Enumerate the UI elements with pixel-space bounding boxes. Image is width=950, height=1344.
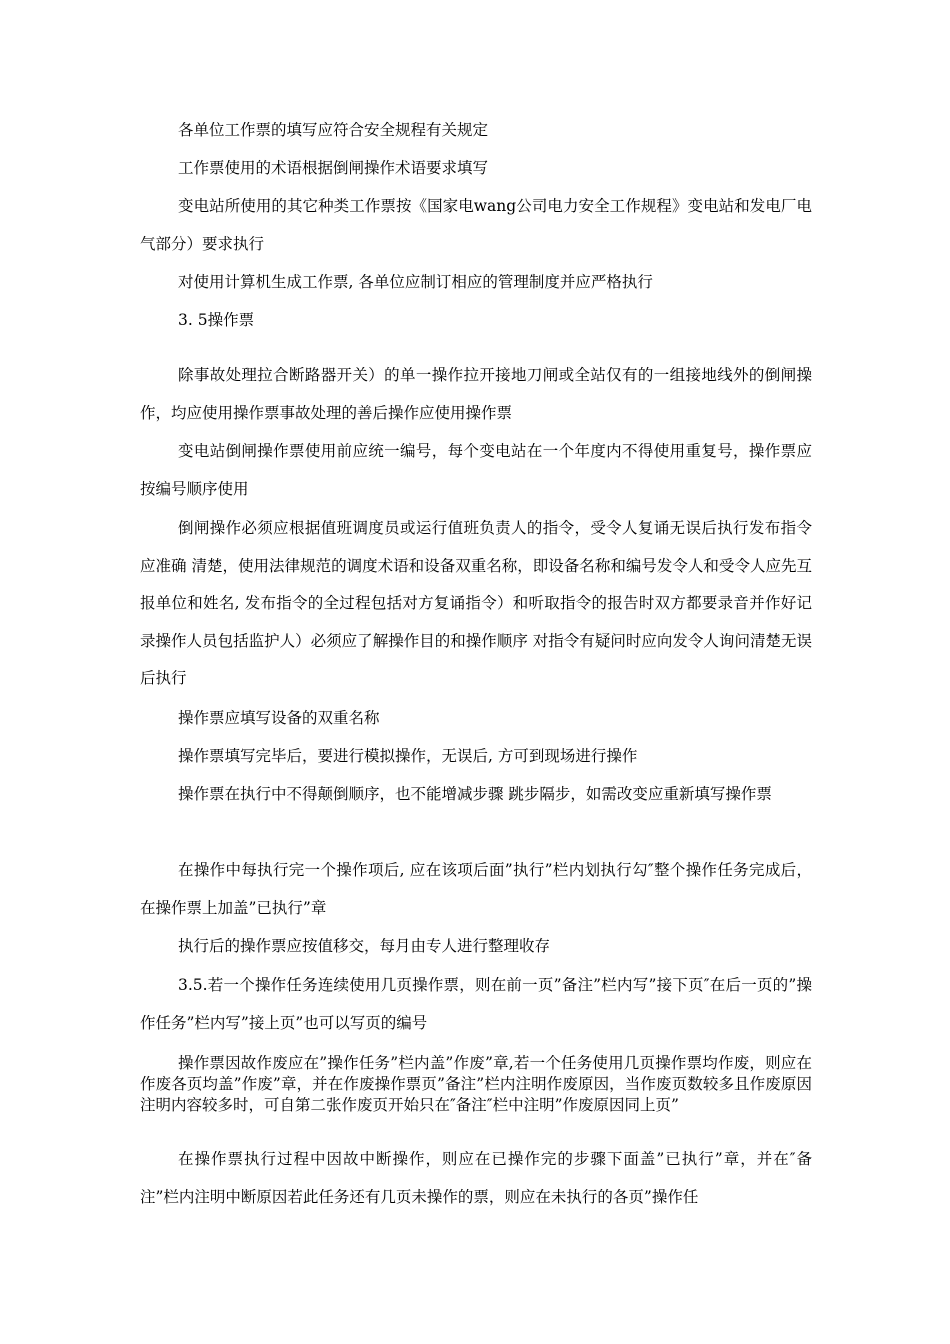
paragraph: 操作票应填写设备的双重名称 (178, 709, 380, 727)
paragraph: 工作票使用的术语根据倒闸操作术语要求填写 (178, 159, 489, 177)
paragraph: 操作票在执行中不得颠倒顺序，也不能增减步骤 跳步隔步，如需改变应重新填写操作票 (178, 785, 772, 803)
paragraph: 除事故处理拉合断路器开关）的单一操作拉开接地刀闸或全站仅有的一组接地线外的倒闸操作，均应使用操作票事故处理的善后操作应使用操作票 (140, 366, 812, 422)
paragraph: 在操作票执行过程中因故中断操作，则应在已操作完的步骤下面盖”已执行”章，并在″备注”栏内注明中断原因若此任务还有几页未操作的票，则应在未执行的各页”操作任 (140, 1150, 812, 1206)
paragraph: 在操作中每执行完一个操作项后, 应在该项后面”执行”栏内划执行勾″整个操作任务完成后，在操作票上加盖”已执行”章 (140, 861, 812, 917)
paragraph: 各单位工作票的填写应符合安全规程有关规定 (178, 121, 489, 139)
paragraph: 倒闸操作必须应根据值班调度员或运行值班负责人的指令，受令人复诵无误后执行发布指令应准确 清楚，使用法律规范的调度术语和设备双重名称，即设备名称和编号发令人和受令人应先互报单位和姓名, 发布指令的全过程包括对方复诵指令）和听取指令的报告时双方都要录音并作好记录操作人员包括监护人）必须应了解操作目的和操作顺序 对指令有疑问时应向发令人询问清楚无误后执行 (140, 519, 812, 687)
paragraph: 变电站倒闸操作票使用前应统一编号，每个变电站在一个年度内不得使用重复号，操作票应按编号顺序使用 (140, 442, 812, 498)
section-heading: 3. 5操作票 (178, 311, 255, 329)
paragraph: 变电站所使用的其它种类工作票按《国家电wang公司电力安全工作规程》变电站和发电厂电气部分）要求执行 (140, 197, 812, 253)
paragraph: 3.5.若一个操作任务连续使用几页操作票，则在前一页”备注”栏内写”接下页″在后一页的”操作任务”栏内写”接上页”也可以写页的编号 (140, 976, 812, 1032)
paragraph: 操作票填写完毕后，要进行模拟操作，无误后, 方可到现场进行操作 (178, 747, 638, 765)
paragraph: 操作票因故作废应在”操作任务”栏内盖”作废”章,若一个任务使用几页操作票均作废，则应在作废各页均盖”作废”章，并在作废操作票页”备注”栏内注明作废原因，当作废页数较多且作废原因注明内容较多时，可自第二张作废页开始只在″备注″栏中注明”作废原因同上页” (140, 1054, 812, 1114)
paragraph: 执行后的操作票应按值移交，每月由专人进行整理收存 (178, 937, 551, 955)
paragraph: 对使用计算机生成工作票, 各单位应制订相应的管理制度并应严格执行 (178, 273, 653, 291)
